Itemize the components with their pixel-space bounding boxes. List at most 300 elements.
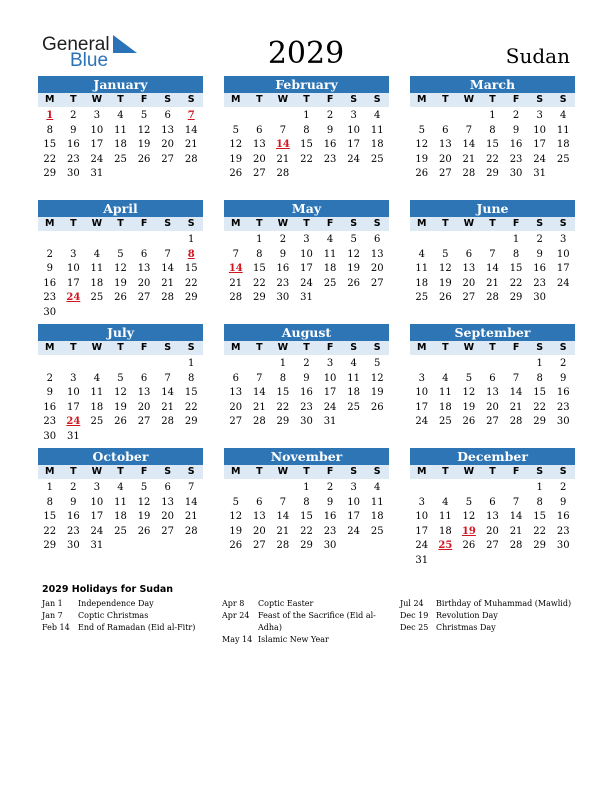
empty-cell <box>457 109 481 124</box>
day-cell: 29 <box>300 540 313 552</box>
day-cell: 27 <box>161 525 174 537</box>
day-cell: 30 <box>509 168 523 180</box>
day-cell: 21 <box>252 401 266 413</box>
day-cell: 1 <box>536 358 543 369</box>
weekday-row <box>224 93 389 107</box>
day-grid <box>410 231 575 306</box>
day-cell: 22 <box>184 277 198 289</box>
day-cell: 22 <box>486 153 499 165</box>
day-cell: 17 <box>347 511 360 523</box>
weekday-label: W <box>91 342 103 353</box>
day-cell: 17 <box>556 263 570 275</box>
weekday-label: F <box>326 94 334 105</box>
day-cell: 15 <box>276 387 290 399</box>
weekday-label: S <box>164 466 172 477</box>
day-cell: 5 <box>374 358 381 369</box>
day-cell: 29 <box>43 168 57 180</box>
day-cell: 21 <box>161 277 174 289</box>
day-cell: 17 <box>415 525 429 537</box>
day-cell: 30 <box>66 540 80 552</box>
weekday-label: S <box>350 218 358 229</box>
day-cell: 2 <box>70 110 77 121</box>
day-cell: 19 <box>347 263 360 275</box>
day-cell: 3 <box>350 110 357 121</box>
day-cell: 2 <box>512 110 520 121</box>
day-cell: 4 <box>442 496 449 508</box>
day-cell: 18 <box>370 511 384 523</box>
month-header: January <box>38 76 203 93</box>
weekday-label: F <box>140 342 148 353</box>
day-cell: 26 <box>229 540 243 552</box>
weekday-label: F <box>512 342 520 353</box>
day-cell: 24 <box>415 416 429 428</box>
day-cell: 23 <box>66 153 80 165</box>
empty-cell <box>156 357 180 372</box>
day-cell: 5 <box>232 124 239 136</box>
weekday-row <box>410 93 575 107</box>
weekday-label: T <box>489 342 496 353</box>
day-cell: 4 <box>350 358 357 369</box>
empty-cell <box>38 357 62 372</box>
weekday-label: S <box>536 342 544 353</box>
weekday-label: F <box>512 218 520 229</box>
day-cell: 28 <box>486 292 499 304</box>
day-cell: 19 <box>438 277 452 289</box>
day-cell: 16 <box>509 139 523 151</box>
day-grid <box>410 355 575 430</box>
day-cell: 9 <box>303 372 310 384</box>
weekday-label: M <box>417 466 427 477</box>
day-cell: 20 <box>438 153 452 165</box>
day-cell: 3 <box>418 372 425 384</box>
month-header: November <box>224 448 389 465</box>
day-cell: 26 <box>229 168 243 180</box>
empty-cell <box>38 233 62 248</box>
day-cell: 2 <box>536 234 543 245</box>
weekday-label: S <box>350 466 358 477</box>
empty-cell <box>85 233 109 248</box>
day-cell: 12 <box>137 496 151 508</box>
day-cell: 26 <box>438 292 452 304</box>
empty-cell <box>410 233 434 248</box>
weekday-label: F <box>326 466 334 477</box>
day-grid <box>224 355 389 430</box>
day-cell: 23 <box>509 153 523 165</box>
empty-cell <box>156 233 180 248</box>
weekday-label: F <box>512 466 520 477</box>
day-grid <box>410 479 575 569</box>
holiday-name: Feast of the Sacrifice (Eid al-Adha) <box>258 611 376 632</box>
day-cell: 3 <box>560 234 567 245</box>
day-cell: 3 <box>93 482 101 493</box>
empty-cell <box>481 233 505 248</box>
day-cell: 9 <box>279 248 287 260</box>
weekday-row <box>38 93 203 107</box>
day-cell: 5 <box>465 372 473 384</box>
weekday-label: S <box>559 466 567 477</box>
weekday-label: S <box>559 94 567 105</box>
day-cell: 9 <box>560 372 567 384</box>
day-cell: 22 <box>300 525 313 537</box>
day-cell: 1 <box>303 110 310 121</box>
day-cell: 23 <box>533 277 546 289</box>
month-april <box>38 200 203 321</box>
day-cell: 6 <box>140 372 148 384</box>
empty-cell <box>132 357 156 372</box>
day-cell: 12 <box>229 511 243 523</box>
day-cell: 25 <box>438 416 452 428</box>
day-cell: 16 <box>300 387 313 399</box>
day-cell: 20 <box>229 401 243 413</box>
day-cell: 31 <box>533 168 546 180</box>
day-cell: 20 <box>486 525 499 537</box>
empty-cell <box>457 357 481 372</box>
day-cell: 11 <box>370 496 384 508</box>
day-cell: 20 <box>161 511 174 523</box>
day-cell: 5 <box>442 248 449 260</box>
empty-cell <box>434 357 458 372</box>
day-cell: 27 <box>161 153 174 165</box>
weekday-row <box>38 465 203 479</box>
holiday-name: Christmas Day <box>436 623 496 632</box>
logo <box>42 34 142 70</box>
day-cell: 26 <box>347 277 360 289</box>
day-cell: 25 <box>90 292 104 304</box>
day-cell: 11 <box>415 263 429 275</box>
day-cell: 7 <box>256 372 263 384</box>
weekday-label: M <box>231 94 241 105</box>
weekday-label: M <box>231 342 241 353</box>
weekday-label: S <box>373 466 381 477</box>
day-cell: 12 <box>462 387 476 399</box>
day-cell: 30 <box>300 416 313 428</box>
day-cell: 15 <box>300 139 313 151</box>
month-may <box>224 200 389 306</box>
empty-cell <box>410 481 434 496</box>
day-cell: 3 <box>303 234 310 245</box>
day-cell: 6 <box>489 496 496 508</box>
weekday-label: S <box>373 218 381 229</box>
day-cell: 22 <box>252 277 266 289</box>
day-cell: 12 <box>438 263 452 275</box>
day-cell: 15 <box>533 511 546 523</box>
empty-cell <box>481 481 505 496</box>
empty-cell <box>248 109 272 124</box>
empty-cell <box>457 481 481 496</box>
day-cell: 26 <box>137 153 151 165</box>
holiday-date: Jan 7 <box>42 611 63 620</box>
holiday-date: Jan 1 <box>42 599 63 608</box>
day-cell: 19 <box>114 401 127 413</box>
day-cell: 24 <box>90 525 104 537</box>
day-cell: 8 <box>489 124 496 136</box>
day-cell: 16 <box>556 511 570 523</box>
day-cell: 21 <box>276 153 290 165</box>
day-cell: 1 <box>46 482 53 493</box>
day-cell: 18 <box>114 511 127 523</box>
holiday-name: Independence Day <box>78 599 154 608</box>
day-cell: 25 <box>114 153 127 165</box>
weekday-label: T <box>489 218 496 229</box>
day-cell: 9 <box>46 387 53 399</box>
day-cell: 31 <box>66 430 80 442</box>
day-cell: 6 <box>256 496 263 508</box>
day-cell: 27 <box>137 416 151 428</box>
day-cell: 2 <box>46 248 53 260</box>
day-cell: 13 <box>486 511 499 523</box>
weekday-label: W <box>277 342 289 353</box>
day-cell: 6 <box>164 110 171 121</box>
day-cell: 8 <box>46 496 53 508</box>
weekday-row <box>410 217 575 231</box>
day-cell: 2 <box>279 234 287 245</box>
day-cell: 13 <box>161 124 174 136</box>
day-cell: 16 <box>323 139 337 151</box>
weekday-label: M <box>417 218 427 229</box>
day-cell: 6 <box>232 372 239 384</box>
day-cell: 29 <box>276 416 290 428</box>
empty-cell <box>62 357 86 372</box>
weekday-label: T <box>489 94 496 105</box>
day-cell: 22 <box>43 153 57 165</box>
weekday-label: T <box>70 466 77 477</box>
day-cell: 5 <box>117 372 124 384</box>
month-october <box>38 448 203 554</box>
day-grid <box>410 107 575 182</box>
day-cell: 4 <box>326 234 334 245</box>
weekday-label: W <box>277 218 289 229</box>
day-cell: 4 <box>442 372 449 384</box>
weekday-label: W <box>91 218 103 229</box>
day-cell: 30 <box>556 540 570 552</box>
weekday-label: T <box>256 94 263 105</box>
weekday-row <box>224 217 389 231</box>
day-cell: 8 <box>536 496 543 508</box>
day-cell: 1 <box>279 358 287 369</box>
weekday-label: T <box>256 342 263 353</box>
day-cell: 16 <box>323 511 337 523</box>
day-cell: 7 <box>164 248 171 260</box>
weekday-label: S <box>536 218 544 229</box>
day-cell: 17 <box>66 401 80 413</box>
day-cell: 3 <box>418 496 425 508</box>
empty-cell <box>109 357 133 372</box>
day-cell: 20 <box>370 263 384 275</box>
day-cell: 15 <box>300 511 313 523</box>
empty-cell <box>85 357 109 372</box>
day-cell: 30 <box>276 292 290 304</box>
day-cell: 21 <box>229 277 243 289</box>
month-header: April <box>38 200 203 217</box>
day-cell: 3 <box>350 482 357 493</box>
holiday-day-cell: 24 <box>66 292 81 304</box>
day-cell: 8 <box>188 372 195 384</box>
day-cell: 22 <box>276 401 290 413</box>
day-cell: 7 <box>279 496 287 508</box>
day-cell: 17 <box>415 401 429 413</box>
day-cell: 3 <box>93 110 101 121</box>
weekday-label: S <box>164 218 172 229</box>
day-cell: 30 <box>43 306 57 318</box>
day-cell: 31 <box>300 292 313 304</box>
logo-triangle-icon <box>113 35 137 53</box>
day-cell: 18 <box>90 401 104 413</box>
day-cell: 3 <box>70 372 77 384</box>
empty-cell <box>224 481 248 496</box>
day-cell: 14 <box>462 139 476 151</box>
day-cell: 27 <box>229 416 243 428</box>
weekday-label: T <box>117 466 124 477</box>
weekday-label: M <box>231 466 241 477</box>
weekday-label: M <box>45 342 55 353</box>
weekday-label: M <box>231 218 241 229</box>
day-cell: 8 <box>256 248 263 260</box>
weekday-label: S <box>536 466 544 477</box>
day-cell: 21 <box>509 401 523 413</box>
day-cell: 6 <box>164 482 171 493</box>
holiday-day-cell: 25 <box>438 540 453 552</box>
month-august <box>224 324 389 430</box>
empty-cell <box>434 233 458 248</box>
day-cell: 13 <box>462 263 476 275</box>
weekday-label: S <box>187 94 195 105</box>
day-cell: 28 <box>252 416 266 428</box>
day-cell: 21 <box>486 277 499 289</box>
day-cell: 16 <box>533 263 546 275</box>
month-header: March <box>410 76 575 93</box>
day-cell: 13 <box>137 263 151 275</box>
weekday-label: W <box>463 94 475 105</box>
empty-cell <box>410 357 434 372</box>
day-cell: 4 <box>117 482 124 493</box>
day-cell: 3 <box>326 358 334 369</box>
day-cell: 6 <box>374 234 381 245</box>
empty-cell <box>248 481 272 496</box>
day-cell: 11 <box>90 263 104 275</box>
day-cell: 13 <box>161 496 174 508</box>
day-cell: 17 <box>90 139 104 151</box>
day-cell: 15 <box>252 263 266 275</box>
day-cell: 16 <box>66 511 80 523</box>
year-title: 2029 <box>267 36 345 71</box>
month-header: June <box>410 200 575 217</box>
weekday-label: T <box>303 94 310 105</box>
weekday-label: F <box>140 94 148 105</box>
day-cell: 14 <box>486 263 499 275</box>
day-cell: 14 <box>252 387 266 399</box>
day-cell: 9 <box>326 496 334 508</box>
day-cell: 2 <box>70 482 77 493</box>
day-cell: 10 <box>66 387 80 399</box>
day-cell: 24 <box>556 277 570 289</box>
holiday-date: Dec 19 <box>400 611 429 620</box>
day-cell: 30 <box>533 292 546 304</box>
day-cell: 2 <box>326 482 334 493</box>
weekday-label: S <box>559 218 567 229</box>
day-cell: 6 <box>442 124 449 136</box>
empty-cell <box>132 233 156 248</box>
day-cell: 13 <box>438 139 452 151</box>
weekday-row <box>224 465 389 479</box>
day-cell: 14 <box>509 511 523 523</box>
empty-cell <box>271 481 295 496</box>
month-january <box>38 76 203 182</box>
day-cell: 30 <box>556 416 570 428</box>
day-cell: 10 <box>347 496 360 508</box>
day-cell: 7 <box>188 482 195 493</box>
day-cell: 29 <box>184 292 198 304</box>
day-cell: 23 <box>276 277 290 289</box>
month-december <box>410 448 575 569</box>
day-cell: 9 <box>326 124 334 136</box>
weekday-label: S <box>350 342 358 353</box>
day-cell: 21 <box>184 139 198 151</box>
day-cell: 20 <box>137 277 151 289</box>
day-cell: 5 <box>350 234 357 245</box>
day-cell: 5 <box>418 124 425 136</box>
day-cell: 5 <box>140 110 148 121</box>
day-cell: 22 <box>43 525 57 537</box>
day-cell: 12 <box>229 139 243 151</box>
day-cell: 5 <box>232 496 239 508</box>
day-cell: 8 <box>303 496 310 508</box>
weekday-label: T <box>256 218 263 229</box>
weekday-label: S <box>373 342 381 353</box>
day-cell: 11 <box>438 511 452 523</box>
day-cell: 8 <box>279 372 287 384</box>
day-cell: 15 <box>43 511 57 523</box>
day-cell: 12 <box>114 263 127 275</box>
day-cell: 15 <box>184 387 198 399</box>
weekday-label: W <box>277 466 289 477</box>
day-cell: 6 <box>465 248 473 260</box>
logo-general-text: General <box>42 34 110 55</box>
day-cell: 30 <box>66 168 80 180</box>
day-cell: 19 <box>114 277 127 289</box>
day-cell: 11 <box>370 124 384 136</box>
day-cell: 23 <box>300 401 313 413</box>
day-cell: 18 <box>556 139 570 151</box>
holiday-name: Coptic Christmas <box>78 611 149 620</box>
holiday-date: Apr 24 <box>222 611 250 620</box>
day-cell: 15 <box>43 139 57 151</box>
day-cell: 11 <box>347 372 360 384</box>
day-cell: 19 <box>137 511 151 523</box>
day-cell: 28 <box>276 540 290 552</box>
day-cell: 10 <box>556 248 570 260</box>
day-cell: 4 <box>374 482 381 493</box>
month-july <box>38 324 203 445</box>
day-cell: 16 <box>276 263 290 275</box>
empty-cell <box>410 109 434 124</box>
day-cell: 19 <box>462 401 476 413</box>
day-cell: 17 <box>323 387 337 399</box>
day-cell: 27 <box>462 292 476 304</box>
day-cell: 21 <box>509 525 523 537</box>
day-cell: 18 <box>347 387 360 399</box>
day-cell: 1 <box>188 234 195 245</box>
day-cell: 1 <box>536 482 543 493</box>
day-cell: 10 <box>323 372 337 384</box>
day-cell: 27 <box>486 416 499 428</box>
day-cell: 31 <box>90 168 104 180</box>
empty-cell <box>504 357 528 372</box>
empty-cell <box>62 233 86 248</box>
weekday-row <box>410 465 575 479</box>
day-cell: 31 <box>90 540 104 552</box>
empty-cell <box>224 109 248 124</box>
day-cell: 1 <box>512 234 520 245</box>
